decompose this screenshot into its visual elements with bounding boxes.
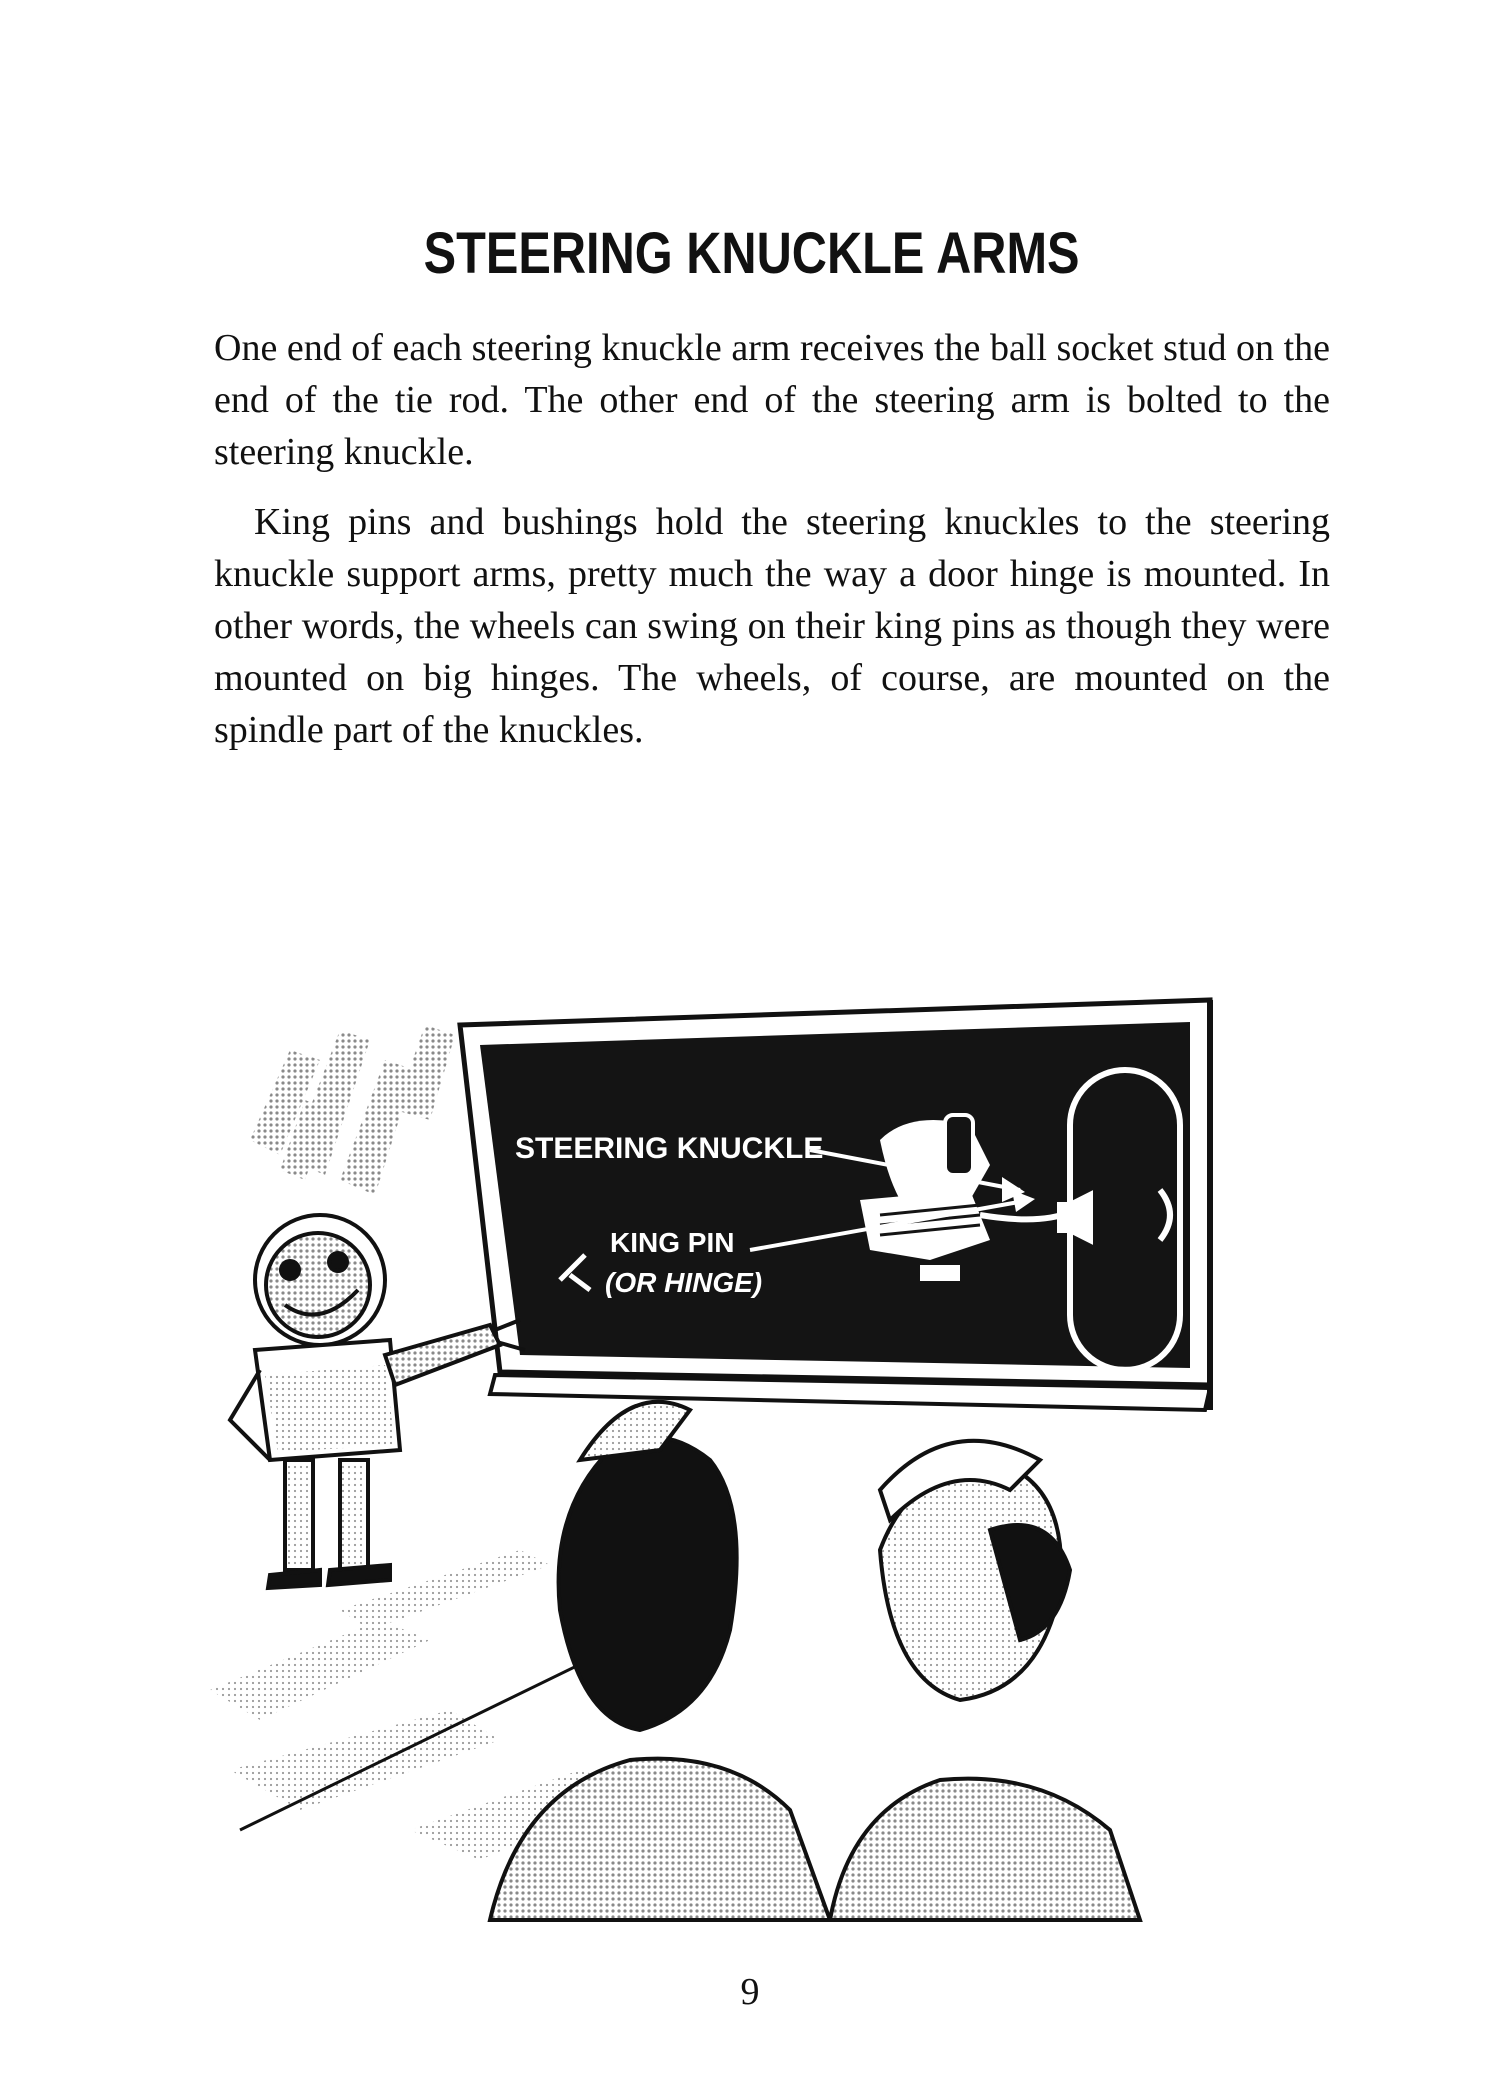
window-shadow: [250, 1025, 455, 1195]
label-king-pin: KING PIN: [610, 1227, 735, 1258]
students: [490, 1402, 1140, 1920]
paragraph-1: One end of each steering knuckle arm receives the ball socket stud on the end of the tie rod. The other end of the steering arm is bolted to the steering knuckle.: [214, 327, 1330, 473]
blackboard: [460, 1000, 1210, 1410]
label-steering-knuckle: STEERING KNUCKLE: [515, 1132, 824, 1165]
robot-mascot: [230, 1215, 525, 1588]
paragraph-2: King pins and bushings hold the steering knuckles to the steering knuckle support arms, pretty much the way a door hinge is mounted. In other words, the wheels can swing on their king pins as though they were mounted on big hinges. The wheels, of course, are mounted on the spindle part of the knuckles.: [214, 501, 1330, 751]
page-number: 9: [740, 1971, 760, 2013]
classroom-illustration: [190, 990, 1310, 1930]
page-title: STEERING KNUCKLE ARMS: [423, 221, 1080, 286]
label-king-pin-note: (OR HINGE): [605, 1267, 763, 1298]
